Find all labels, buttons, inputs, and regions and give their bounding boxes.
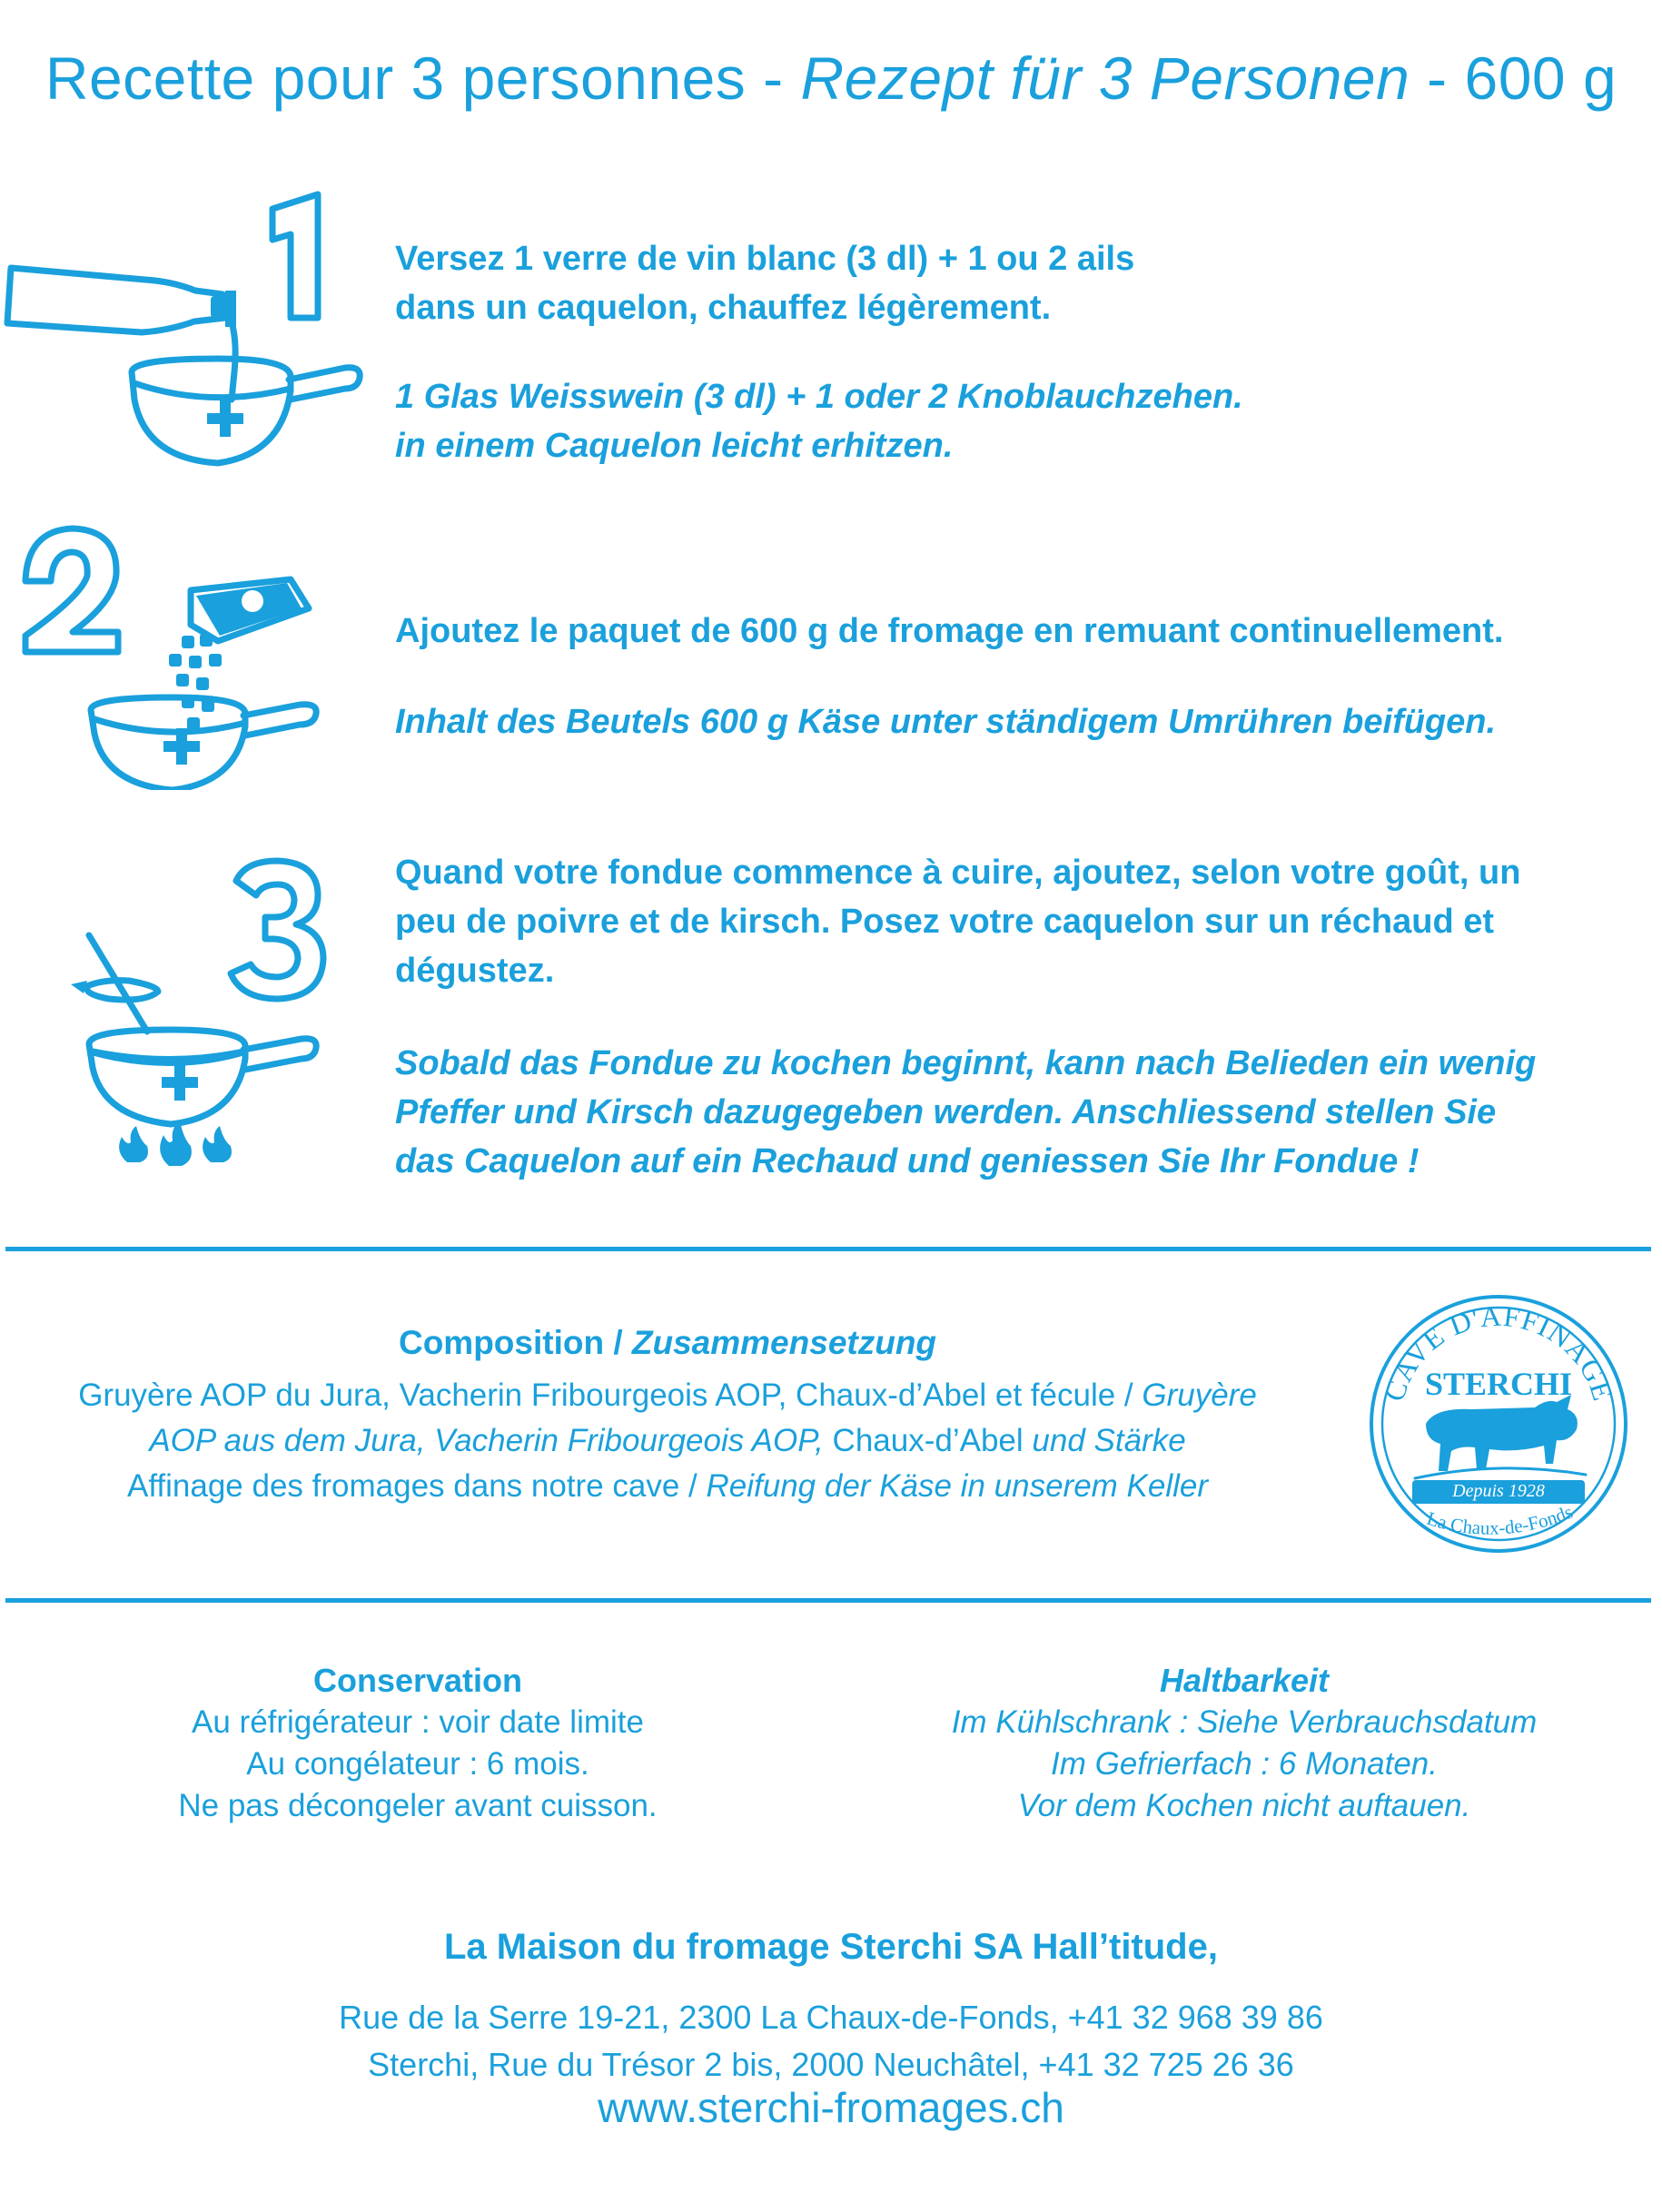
logo-since: Depuis 1928 — [1452, 1481, 1545, 1501]
conservation-fr-line-2: Au congélateur : 6 mois. — [246, 1746, 589, 1782]
conservation-fr — [54, 1660, 781, 1827]
composition-line-2-mid: Chaux-d’Abel — [823, 1423, 1033, 1458]
composition-line-3 — [0, 1464, 1335, 1509]
step-2-de-line-1: Inhalt des Beutels 600 g Käse unter ständigem Umrühren beifügen. — [395, 703, 1497, 741]
step-3-text — [395, 848, 1648, 1186]
step-3-de-line-1: Sobald das Fondue zu kochen beginnt, kann nach Belieden ein wenig — [395, 1044, 1537, 1082]
step-1-fr-line-2: dans un caquelon, chauffez légèrement. — [395, 289, 1052, 327]
composition-line-2-de-a: AOP aus dem Jura, Vacherin Fribourgeois AOP, — [149, 1423, 824, 1458]
cow-seal-icon — [1362, 1288, 1635, 1569]
title-fr: Recette pour 3 personnes - — [45, 44, 801, 112]
company-addresses — [0, 1994, 1662, 2089]
composition-heading — [0, 1324, 1335, 1362]
composition-line-1-fr: Gruyère AOP du Jura, Vacherin Fribourgeois AOP, Chaux-d’Abel et fécule / — [78, 1378, 1143, 1413]
conservation-de-line-1: Im Kühlschrank : Siehe Verbrauchsdatum — [951, 1704, 1538, 1740]
step-1-text — [395, 234, 1648, 470]
divider-top — [5, 1247, 1651, 1251]
step-2-text — [395, 607, 1648, 746]
title-de: Rezept für 3 Personen — [800, 44, 1410, 112]
composition-heading-de: Zusammensetzung — [631, 1324, 937, 1361]
composition-line-3-de: Reifung der Käse in unserem Keller — [706, 1468, 1209, 1504]
logo-arc-text: CAVE D'AFFINAGE — [1377, 1299, 1620, 1406]
composition-line-1-de: Gruyère — [1142, 1378, 1257, 1413]
address-line-1: Rue de la Serre 19-21, 2300 La Chaux-de-Fonds, +41 32 968 39 86 — [339, 1999, 1323, 2036]
step-2-illustration — [18, 518, 400, 790]
composition-line-2 — [0, 1418, 1335, 1464]
step-1-fr-line-1: Versez 1 verre de vin blanc (3 dl) + 1 ou 2 ails — [395, 240, 1135, 278]
composition-line-2-de-b: und Stärke — [1032, 1423, 1186, 1458]
composition-line-1 — [0, 1373, 1335, 1418]
cheese-packet-caquelon-icon — [18, 518, 400, 790]
address-line-2: Sterchi, Rue du Trésor 2 bis, 2000 Neuchâtel, +41 32 725 26 36 — [368, 2046, 1294, 2083]
logo-brand: STERCHI — [1424, 1366, 1573, 1402]
step-3-fr-line-2: peu de poivre et de kirsch. Posez votre caquelon sur un réchaud et — [395, 903, 1495, 941]
step-1-de-line-2: in einem Caquelon leicht erhitzen. — [395, 427, 954, 465]
wine-pour-caquelon-icon — [0, 182, 391, 509]
step-3-de-line-2: Pfeffer und Kirsch dazugegeben werden. Anschliessend stellen Sie — [395, 1093, 1497, 1131]
divider-bottom — [5, 1598, 1651, 1603]
cave-affinage-logo — [1362, 1288, 1635, 1569]
step-2-fr-line-1: Ajoutez le paquet de 600 g de fromage en remuant continuellement. — [395, 612, 1504, 650]
page-title — [0, 44, 1662, 113]
company-name: La Maison du fromage Sterchi SA Hall’titude, — [444, 1927, 1218, 1967]
conservation-de-heading: Haltbarkeit — [1159, 1662, 1330, 1699]
conservation-de-line-2: Im Gefrierfach : 6 Monaten. — [1050, 1746, 1438, 1782]
svg-text:La Chaux-de-Fonds — [1424, 1501, 1576, 1539]
conservation-fr-heading: Conservation — [312, 1662, 523, 1699]
composition-heading-fr: Composition / — [398, 1324, 632, 1361]
stirring-caquelon-flame-icon — [64, 854, 391, 1171]
composition-line-3-fr: Affinage des fromages dans notre cave / — [126, 1468, 707, 1504]
step-3-de-line-3: das Caquelon auf ein Rechaud und geniessen Sie Ihr Fondue ! — [395, 1142, 1420, 1180]
step-3-fr-line-3: dégustez. — [395, 952, 555, 990]
step-1-de-line-1: 1 Glas Weisswein (3 dl) + 1 oder 2 Knoblauchzehen. — [395, 378, 1243, 416]
conservation-de-line-3: Vor dem Kochen nicht auftauen. — [1017, 1788, 1471, 1823]
composition-body — [0, 1373, 1335, 1509]
logo-place: La Chaux-de-Fonds — [1424, 1500, 1577, 1539]
conservation-fr-line-1: Au réfrigérateur : voir date limite — [192, 1704, 644, 1740]
conservation-fr-line-3: Ne pas décongeler avant cuisson. — [178, 1788, 658, 1823]
step-1-illustration — [0, 182, 391, 509]
website-link[interactable]: www.sterchi-fromages.ch — [598, 2084, 1064, 2131]
conservation-de — [872, 1660, 1617, 1827]
step-3-illustration — [64, 854, 391, 1171]
title-suffix: - 600 g — [1410, 44, 1617, 112]
step-3-fr-line-1: Quand votre fondue commence à cuire, ajoutez, selon votre goût, un — [395, 854, 1521, 892]
